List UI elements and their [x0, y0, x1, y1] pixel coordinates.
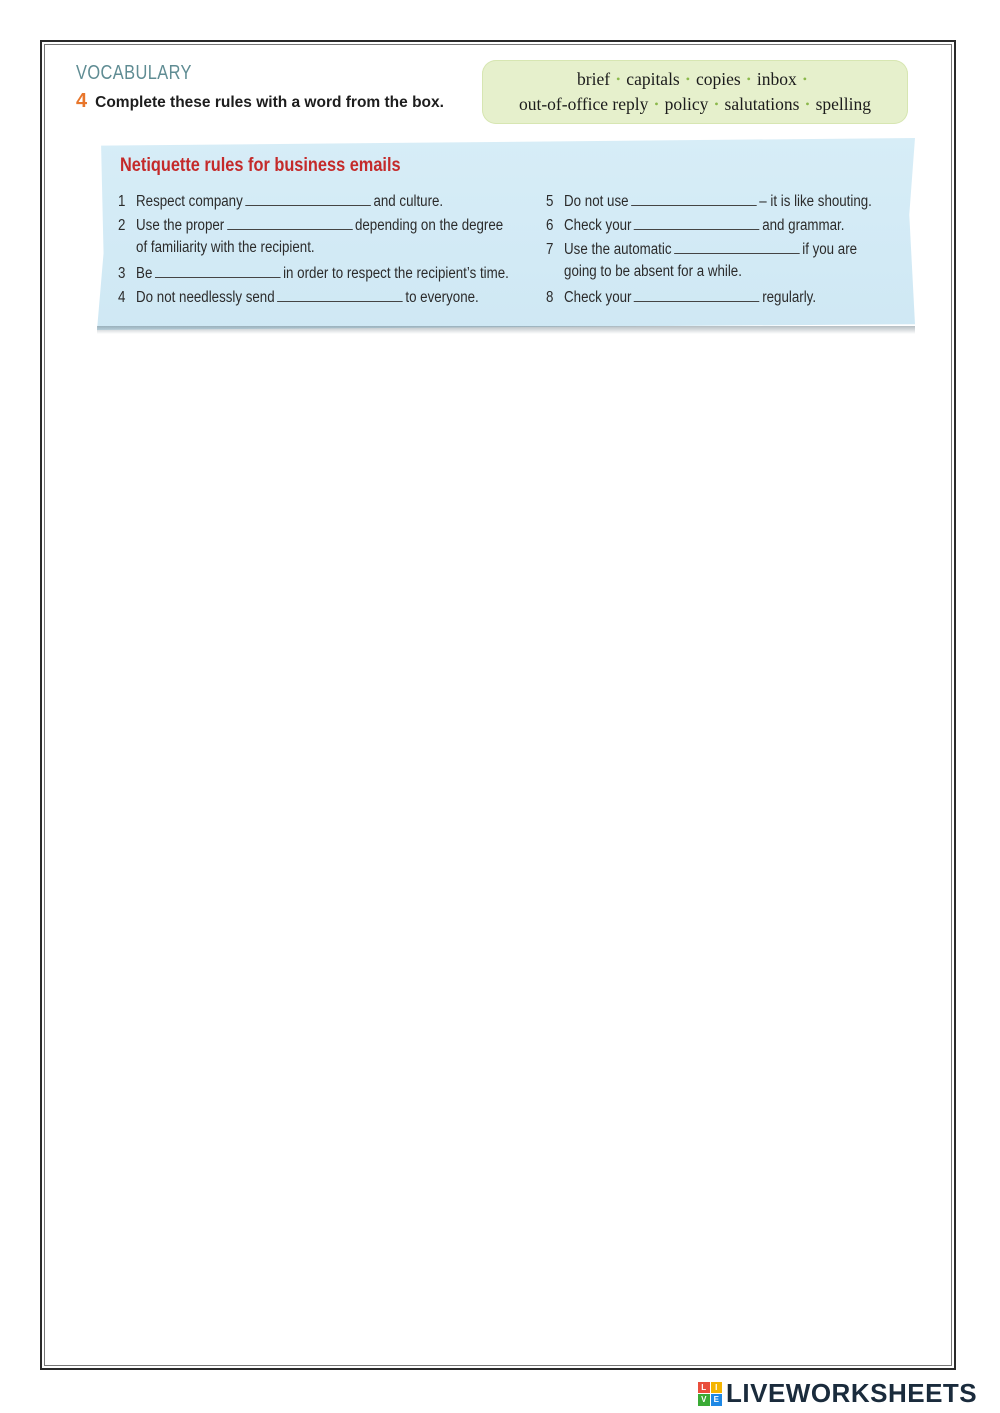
rule-number: 6 — [546, 217, 554, 234]
rule-item-8 — [546, 287, 872, 311]
bullet-separator: • — [805, 97, 810, 111]
word-box — [482, 60, 908, 124]
rule-number: 7 — [546, 241, 554, 258]
bullet-separator: • — [746, 72, 751, 86]
answer-blank[interactable] — [277, 287, 403, 302]
rules-column-right — [546, 191, 925, 311]
answer-blank[interactable] — [155, 263, 281, 278]
rule-continuation-text: of familiarity with the recipient. — [136, 239, 315, 256]
logo-letter: L — [698, 1382, 710, 1394]
rule-number: 8 — [546, 289, 554, 306]
rule-continuation — [118, 239, 509, 263]
rule-item-4 — [118, 287, 509, 311]
rule-text-after: if you are — [802, 241, 858, 258]
rule-number: 2 — [118, 217, 126, 234]
answer-blank[interactable] — [245, 191, 371, 206]
bullet-separator: • — [616, 72, 621, 86]
logo-mark-icon — [698, 1382, 722, 1406]
logo-letter: I — [711, 1382, 723, 1394]
rule-text-before: Do not needlessly send — [136, 289, 275, 306]
logo-text: LIVEWORKSHEETS — [726, 1378, 978, 1408]
rule-number: 3 — [118, 265, 126, 282]
logo-letter: E — [711, 1394, 723, 1406]
rule-text-before: Use the proper — [136, 217, 225, 234]
bullet-separator: • — [802, 72, 807, 86]
answer-blank[interactable] — [227, 215, 353, 230]
answer-blank[interactable] — [634, 287, 760, 302]
bullet-separator: • — [654, 97, 659, 111]
bullet-separator: • — [714, 97, 719, 111]
rule-text-after: in order to respect the recipient’s time. — [283, 265, 509, 282]
rule-number: 5 — [546, 193, 554, 210]
word-box-word: brief — [577, 69, 611, 89]
rule-item-5 — [546, 191, 872, 215]
rule-text-after: and culture. — [373, 193, 444, 210]
rule-item-6 — [546, 215, 872, 239]
rule-continuation — [546, 263, 872, 287]
section-heading: VOCABULARY — [76, 62, 192, 84]
rule-text-before: Check your — [564, 217, 632, 234]
answer-blank[interactable] — [674, 239, 800, 254]
exercise-number: 4 — [76, 90, 88, 112]
word-box-word: spelling — [815, 94, 872, 114]
rule-text-before: Be — [136, 265, 153, 282]
rule-text-before: Do not use — [564, 193, 629, 210]
answer-blank[interactable] — [631, 191, 757, 206]
answer-blank[interactable] — [634, 215, 760, 230]
rule-item-7 — [546, 239, 872, 263]
logo-letter: V — [698, 1394, 710, 1406]
word-box-line-1 — [482, 69, 908, 90]
bullet-separator: • — [685, 72, 690, 86]
rule-text-after: and grammar. — [762, 217, 845, 234]
exercise-header — [76, 90, 444, 113]
rule-number: 1 — [118, 193, 126, 210]
word-box-word: capitals — [626, 69, 680, 89]
rules-column-left — [118, 191, 572, 311]
rule-text-after: to everyone. — [405, 289, 479, 306]
rule-item-3 — [118, 263, 509, 287]
rule-number: 4 — [118, 289, 126, 306]
word-box-word: policy — [664, 94, 709, 114]
rule-continuation-text: going to be absent for a while. — [564, 263, 742, 280]
exercise-instruction: Complete these rules with a word from the box. — [95, 94, 444, 111]
rule-text-after: regularly. — [762, 289, 817, 306]
rule-text-before: Respect company — [136, 193, 243, 210]
rules-panel-shadow — [97, 326, 915, 334]
word-box-line-2 — [482, 94, 908, 115]
liveworksheets-logo — [698, 1378, 977, 1409]
word-box-word: out-of-office reply — [518, 94, 649, 114]
rule-text-after: depending on the degree — [354, 217, 504, 234]
rule-item-1 — [118, 191, 509, 215]
rule-text-before: Use the automatic — [564, 241, 672, 258]
rules-title: Netiquette rules for business emails — [120, 155, 401, 176]
word-box-word: copies — [695, 69, 741, 89]
rule-text-before: Check your — [564, 289, 632, 306]
rule-text-after: – it is like shouting. — [759, 193, 872, 210]
rule-item-2 — [118, 215, 509, 239]
word-box-word: inbox — [756, 69, 797, 89]
word-box-word: salutations — [724, 94, 800, 114]
